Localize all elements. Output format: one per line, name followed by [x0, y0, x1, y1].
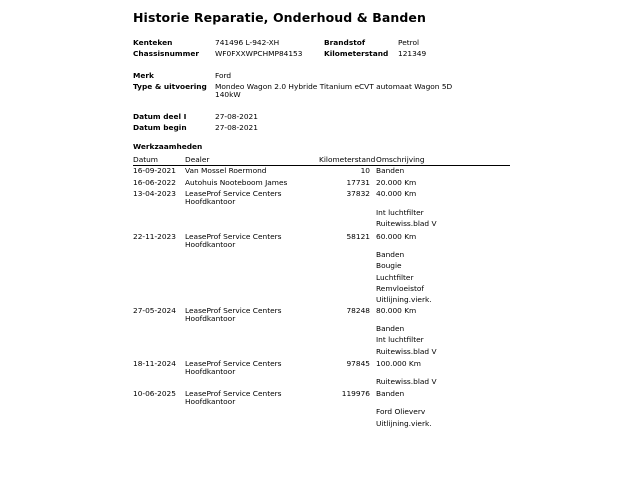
row-dealer: Van Mossel Roermond	[185, 166, 267, 175]
row-omschrijving: Int luchtfilter	[376, 208, 424, 217]
row-datum: 16-09-2021	[133, 166, 176, 175]
merk-label: Merk	[133, 71, 154, 80]
row-datum: 10-06-2025	[133, 389, 176, 398]
col-header-kilometerstand: Kilometerstand	[319, 155, 376, 164]
row-kilometerstand: 78248	[346, 306, 370, 315]
row-kilometerstand: 119976	[341, 389, 370, 398]
row-datum: 16-06-2022	[133, 178, 176, 187]
type-value-line1: Mondeo Wagon 2.0 Hybride Titanium eCVT automaat Wagon 5D	[215, 82, 453, 91]
row-datum: 18-11-2024	[133, 359, 176, 368]
row-dealer: Autohuis Nooteboom James	[185, 178, 288, 187]
datum-begin-label: Datum begin	[133, 123, 187, 132]
col-header-datum: Datum	[133, 155, 159, 164]
datum-begin-value: 27-08-2021	[215, 123, 258, 132]
kilometerstand-value: 121349	[398, 49, 427, 58]
row-omschrijving: Banden	[376, 166, 405, 175]
row-omschrijving: Banden	[376, 324, 405, 333]
row-omschrijving: Banden	[376, 250, 405, 259]
row-kilometerstand: 97845	[346, 359, 370, 368]
col-header-omschrijving: Omschrijving	[376, 155, 425, 164]
page-title: Historie Reparatie, Onderhoud & Banden	[133, 10, 426, 25]
row-dealer-line2: Hoofdkantoor	[185, 397, 236, 406]
type-value-line2: 140kW	[215, 90, 241, 99]
row-omschrijving: Uitlijning.vierk.	[376, 295, 432, 304]
row-dealer-line2: Hoofdkantoor	[185, 367, 236, 376]
row-omschrijving: Ruitewiss.blad V	[376, 219, 437, 228]
row-omschrijving: 100.000 Km	[376, 359, 421, 368]
type-label: Type & uitvoering	[133, 82, 207, 91]
row-dealer: LeaseProf Service Centers	[185, 306, 282, 315]
row-omschrijving: 20.000 Km	[376, 178, 417, 187]
datum-deel-value: 27-08-2021	[215, 112, 258, 121]
row-omschrijving: Ford Olieverv	[376, 407, 426, 416]
chassis-label: Chassisnummer	[133, 49, 199, 58]
row-omschrijving: Ruitewiss.blad V	[376, 347, 437, 356]
row-dealer: LeaseProf Service Centers	[185, 389, 282, 398]
kenteken-value: 741496 L-942-XH	[215, 38, 280, 47]
chassis-value: WF0FXXWPCHMP84153	[215, 49, 303, 58]
row-dealer-line2: Hoofdkantoor	[185, 240, 236, 249]
row-kilometerstand: 17731	[346, 178, 370, 187]
row-omschrijving: 40.000 Km	[376, 189, 417, 198]
row-dealer: LeaseProf Service Centers	[185, 232, 282, 241]
row-dealer-line2: Hoofdkantoor	[185, 314, 236, 323]
row-omschrijving: Bougie	[376, 261, 402, 270]
col-header-dealer: Dealer	[185, 155, 210, 164]
row-omschrijving: Ruitewiss.blad V	[376, 377, 437, 386]
row-omschrijving: Banden	[376, 389, 405, 398]
row-kilometerstand: 37832	[346, 189, 370, 198]
row-omschrijving: Int luchtfilter	[376, 335, 424, 344]
row-omschrijving: Luchtfilter	[376, 273, 414, 282]
row-datum: 22-11-2023	[133, 232, 176, 241]
kenteken-label: Kenteken	[133, 38, 173, 47]
row-dealer: LeaseProf Service Centers	[185, 359, 282, 368]
werkzaamheden-heading: Werkzaamheden	[133, 142, 203, 151]
row-omschrijving: Uitlijning.vierk.	[376, 419, 432, 428]
datum-deel-label: Datum deel I	[133, 112, 187, 121]
row-dealer: LeaseProf Service Centers	[185, 189, 282, 198]
row-dealer-line2: Hoofdkantoor	[185, 197, 236, 206]
brandstof-value: Petrol	[398, 38, 420, 47]
row-omschrijving: 60.000 Km	[376, 232, 417, 241]
row-omschrijving: 80.000 Km	[376, 306, 417, 315]
row-omschrijving: Remvloeistof	[376, 284, 424, 293]
brandstof-label: Brandstof	[324, 38, 366, 47]
kilometerstand-label: Kilometerstand	[324, 49, 389, 58]
row-kilometerstand: 58121	[346, 232, 370, 241]
row-datum: 27-05-2024	[133, 306, 176, 315]
row-kilometerstand: 10	[360, 166, 370, 175]
merk-value: Ford	[215, 71, 232, 80]
row-datum: 13-04-2023	[133, 189, 176, 198]
